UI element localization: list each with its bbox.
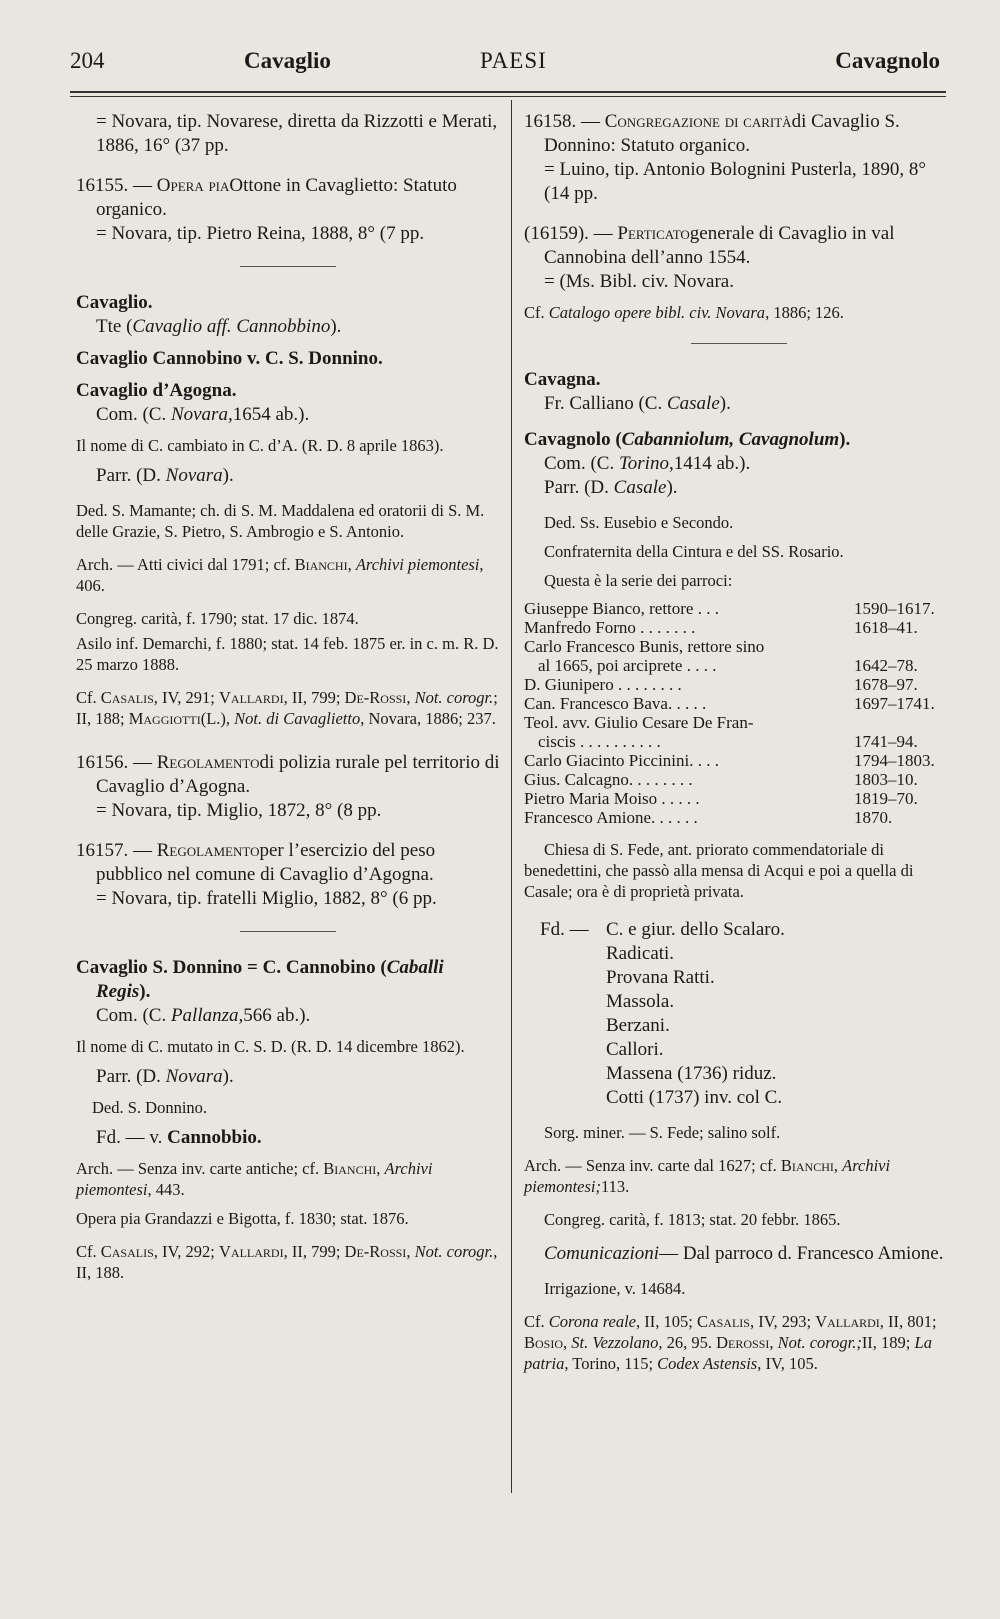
header-rule-thin — [70, 96, 946, 97]
entry-16155: 16155. — Opera piaOttone in Cavaglietto: Statuto organico. — [76, 175, 457, 220]
place-heading: Cavaglio Cannobino v. C. S. Donnino. — [76, 348, 383, 369]
place-note: Questa è la serie dei parroci: — [544, 571, 733, 590]
parroco-name: Can. Francesco Bava. . . . . — [524, 694, 707, 713]
entry-16156: 16156. — Regolamentodi polizia rurale pel territorio di Cavaglio d’Agogna. — [76, 752, 500, 797]
parroco-name: Teol. avv. Giulio Cesare De Fran- — [524, 713, 754, 732]
place-note: Arch. — Senza inv. carte antiche; cf. Bianchi, Archivi piemontesi, 443. — [76, 1159, 433, 1199]
place-info: Fr. Calliano (C. Casale). — [544, 393, 731, 414]
entry-publication: = Novara, tip. Novarese, diretta da Rizzotti e Merati, 1886, 16° (37 pp. — [96, 111, 498, 156]
feudatario-name: Callori. — [606, 1039, 664, 1060]
place-info: Fd. — v. Cannobbio. — [96, 1127, 262, 1148]
entry-publication: = Novara, tip. Pietro Reina, 1888, 8° (7 pp. — [96, 223, 425, 244]
parroco-dates: 1618–41. — [854, 618, 918, 637]
parroco-row — [524, 618, 950, 637]
place-note: Irrigazione, v. 14684. — [544, 1279, 686, 1298]
place-note: Chiesa di S. Fede, ant. priorato commendatoriale di benedettini, che passò alla mensa di Acqui e poi a quella di Casale; ora è di proprietà privata. — [524, 840, 914, 901]
feudatario-name: Radicati. — [606, 943, 675, 964]
place-info: Com. (C. Torino,1414 ab.). — [544, 453, 751, 474]
parroco-name: Manfredo Forno . . . . . . . — [524, 618, 696, 637]
section-title: PAESI — [480, 48, 547, 73]
entry-publication: = Novara, tip. fratelli Miglio, 1882, 8° (6 pp. — [96, 888, 437, 909]
place-note: Opera pia Grandazzi e Bigotta, f. 1830; stat. 1876. — [76, 1209, 409, 1228]
parroco-row — [524, 599, 950, 618]
parroco-name: Francesco Amione. . . . . . — [524, 808, 698, 827]
entry-reference: Cf. Catalogo opere bibl. civ. Novara, 1886; 126. — [524, 303, 844, 322]
feudatario-name: Berzani. — [606, 1015, 670, 1036]
place-note: Ded. S. Donnino. — [92, 1098, 208, 1117]
feudatario-name: Provana Ratti. — [606, 967, 715, 988]
parroco-name: Carlo Giacinto Piccinini. . . . — [524, 751, 719, 770]
parroco-row — [524, 694, 950, 713]
parroco-dates: 1678–97. — [854, 675, 918, 694]
parroco-row — [524, 808, 950, 827]
place-heading: Cavaglio. — [76, 292, 153, 313]
header-rule — [70, 91, 946, 93]
parroci-table — [524, 599, 950, 827]
place-note: Confraternita della Cintura e del SS. Rosario. — [544, 542, 844, 561]
place-note: Arch. — Senza inv. carte dal 1627; cf. Bianchi, Archivi piemontesi;113. — [524, 1156, 891, 1196]
parroco-name: Giuseppe Bianco, rettore . . . — [524, 599, 719, 618]
parroco-row — [524, 713, 950, 732]
place-note: Arch. — Atti civici dal 1791; cf. Bianchi, Archivi piemontesi, 406. — [76, 555, 484, 595]
page-number: 204 — [70, 48, 105, 73]
left-column — [76, 110, 500, 1283]
place-note: Cf. Casalis, IV, 291; Vallardi, II, 799; De-Rossi, Not. corogr.; II, 188; Maggiotti(L.), Not. di Cavaglietto, Novara, 1886; 237. — [76, 688, 498, 728]
right-column — [524, 110, 954, 1374]
parroco-row — [524, 732, 950, 751]
place-info: Parr. (D. Novara). — [96, 465, 234, 486]
entry-16159: (16159). — Perticatogenerale di Cavaglio in val Cannobina dell’anno 1554. — [524, 223, 895, 268]
parroco-name: ciscis . . . . . . . . . . — [538, 732, 661, 751]
entry-16158: 16158. — Congregazione di caritàdi Cavaglio S. Donnino: Statuto organico. — [524, 111, 900, 156]
parroco-row — [524, 637, 950, 656]
parroco-dates: 1819–70. — [854, 789, 918, 808]
parroco-row — [524, 675, 950, 694]
place-note: Asilo inf. Demarchi, f. 1880; stat. 14 feb. 1875 er. in c. m. R. D. 25 marzo 1888. — [76, 634, 499, 674]
place-note: Il nome di C. mutato in C. S. D. (R. D. 14 dicembre 1862). — [76, 1037, 465, 1056]
separator — [240, 931, 336, 932]
place-info: Com. (C. Novara,1654 ab.). — [96, 404, 310, 425]
parroco-dates: 1794–1803. — [854, 751, 935, 770]
place-note: Ded. S. Mamante; ch. di S. M. Maddalena ed oratorii di S. M. delle Grazie, S. Pietro, S. Ambrogio e S. Antonio. — [76, 501, 485, 541]
entry-publication: = Novara, tip. Miglio, 1872, 8° (8 pp. — [96, 800, 382, 821]
parroco-row — [524, 656, 950, 675]
parroco-name: al 1665, poi arciprete . . . . — [538, 656, 717, 675]
place-note: Ded. Ss. Eusebio e Secondo. — [544, 513, 734, 532]
feudatari-names — [606, 918, 954, 1110]
place-info: Parr. (D. Novara). — [96, 1066, 234, 1087]
parroco-dates: 1870. — [854, 808, 893, 827]
place-info: Parr. (D. Casale). — [544, 477, 678, 498]
place-heading: Cavaglio S. Donnino = C. Cannobino (Caballi Regis). — [76, 957, 444, 1002]
parroco-name: Carlo Francesco Bunis, rettore sino — [524, 637, 765, 656]
entry-publication: = Luino, tip. Antonio Bolognini Pusterla, 1890, 8° (14 pp. — [544, 159, 926, 204]
parroco-row — [524, 770, 950, 789]
separator — [240, 266, 336, 267]
parroco-name: Pietro Maria Moiso . . . . . — [524, 789, 700, 808]
place-info: Comunicazioni— Dal parroco d. Francesco Amione. — [544, 1243, 944, 1264]
place-info: Com. (C. Pallanza,566 ab.). — [96, 1005, 311, 1026]
parroco-row — [524, 789, 950, 808]
parroco-name: D. Giunipero . . . . . . . . — [524, 675, 682, 694]
parroco-dates: 1590–1617. — [854, 599, 935, 618]
entry-16157: 16157. — Regolamentoper l’esercizio del peso pubblico nel comune di Cavaglio d’Agogna. — [76, 840, 436, 885]
parroco-dates: 1697–1741. — [854, 694, 935, 713]
place-note: Cf. Casalis, IV, 292; Vallardi, II, 799; De-Rossi, Not. corogr., II, 188. — [76, 1242, 498, 1282]
place-heading: Cavagna. — [524, 369, 601, 390]
place-note: Congreg. carità, f. 1813; stat. 20 febbr. 1865. — [544, 1210, 841, 1229]
place-note: Sorg. miner. — S. Fede; salino solf. — [544, 1123, 781, 1142]
separator — [691, 343, 787, 344]
feudatari-list — [524, 918, 954, 1110]
place-note: Cf. Corona reale, II, 105; Casalis, IV, 293; Vallardi, II, 801; Bosio, St. Vezzolano, 26, 95. Derossi, Not. corogr.;II, 189; La patria, Torino, 115; Codex Astensis, IV, 105. — [524, 1312, 937, 1373]
feudatario-name: Massena (1736) riduz. — [606, 1063, 777, 1084]
right-running-title: Cavagnolo — [835, 48, 940, 73]
feudatario-name: Cotti (1737) inv. col C. — [606, 1087, 783, 1108]
parroco-dates — [848, 713, 950, 732]
parroco-name: Gius. Calcagno. . . . . . . . — [524, 770, 693, 789]
place-note: Congreg. carità, f. 1790; stat. 17 dic. 1874. — [76, 609, 359, 628]
parroco-dates: 1803–10. — [854, 770, 918, 789]
feudatario-name: C. e giur. dello Scalaro. — [606, 919, 785, 940]
parroco-row — [524, 751, 950, 770]
parroco-dates — [848, 637, 950, 656]
left-running-title: Cavaglio — [244, 48, 331, 73]
place-heading: Cavagnolo (Cabanniolum, Cavagnolum). — [524, 429, 851, 450]
feudatari-label: Fd. — — [540, 919, 589, 940]
entry-publication: = (Ms. Bibl. civ. Novara. — [544, 271, 734, 292]
parroco-dates: 1642–78. — [854, 656, 918, 675]
column-divider — [511, 100, 512, 1493]
page-header — [70, 48, 940, 88]
place-heading: Cavaglio d’Agogna. — [76, 380, 237, 401]
parroco-dates: 1741–94. — [854, 732, 918, 751]
feudatario-name: Massola. — [606, 991, 675, 1012]
place-note: Il nome di C. cambiato in C. d’A. (R. D. 8 aprile 1863). — [76, 436, 444, 455]
place-info: Tte (Cavaglio aff. Cannobbino). — [96, 316, 342, 337]
